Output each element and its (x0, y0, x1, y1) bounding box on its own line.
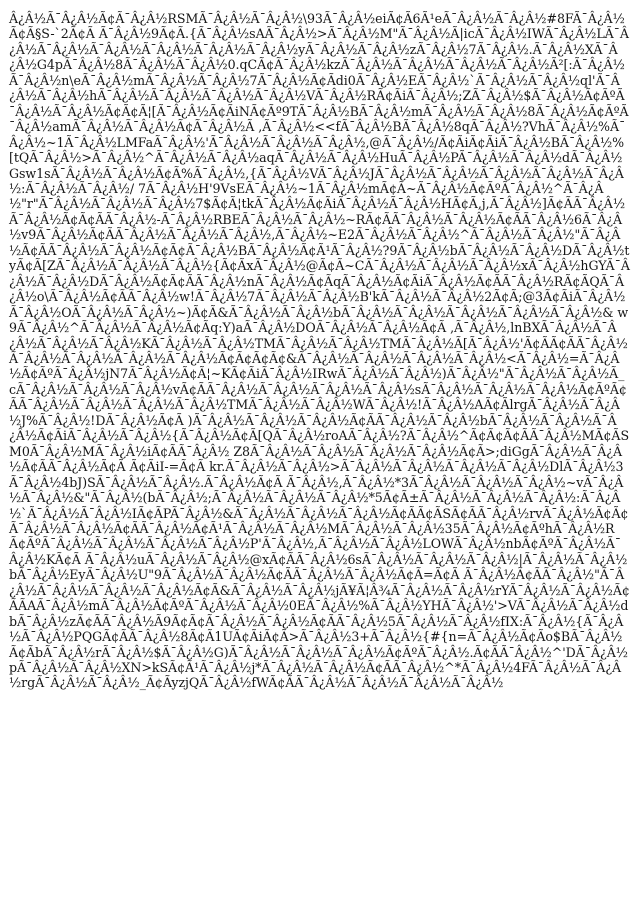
garbled-body-text: Â¿Â½Ã¯Â¿Â½Ã¢Ã¯Â¿Â½RSMÃ¯Â¿Â½Ã¯Â¿Â½\93Ã¯Â¿Â½eiÃ¢Ã6Ã¹eÃ¯Â¿Â½Ã¯Â¿Â½#8FÃ¯Â¿Â½Ã¢Ã§S-`2Ã¢Ã Ã¯Â¿Â½9Ã¢Ã.{Ã¯Â¿Â½sAÃ¯Â¿Â½>Ã¯Â¿Â½M"Ã¯Â¿Â½Ã|icÃ¯Â¿Â½IWÃ¯Â¿Â½LÃ¯Â¿Â½Ã¯Â¿Â½Ã¯Â¿Â½Ã¯Â¿Â½Ã¯Â¿Â½Ã¯Â¿Â½yÃ¯Â¿Â½Ã¯Â¿Â½zÃ¯Â¿Â½7Ã¯Â¿Â½.Ã¯Â¿Â½XÃ¯Â¿Â½G4pÃ¯Â¿Â½8Ã¯Â¿Â½Ã¯Â¿Â½0.qCÃ¢Ã¯Â¿Â½kzÃ¯Â¿Â½Ã¯Â¿Â½Ã¯Â¿Â½Ã¯Â¿Â½Ã²[:Ã¯Â¿Â½Ã¯Â¿Â½n\eÃ¯Â¿Â½mÃ¯Â¿Â½Ã¯Â¿Â½7Ã¯Â¿Â½Ã¢Ãdi0Ã¯Â¿Â½EÃ¯Â¿Â½`Ã¯Â¿Â½Ã¯Â¿Â½ql'Ã¯Â¿Â½Ã¯Â¿Â½hÃ¯Â¿Â½Ã¯Â¿Â½Ã¯Â¿Â½Ã¯Â¿Â½VÃ¯Â¿Â½RÃ¢ÃiÃ¯Â¿Â½;ZÃ¯Â¿Â½$Ã¯Â¿Â½Ã¢ÃºÃ¯Â¿Â½Ã¯Â¿Â½Ã¢Ã¢Ã¦[Ã¯Â¿Â½Ã¢ÃiNÃ¢Ãº9TÃ¯Â¿Â½BÃ¯Â¿Â½mÃ¯Â¿Â½Ã¯Â¿Â½8Ã¯Â¿Â½Ã¢ÃºÃ¯Â¿Â½amÃ¯Â¿Â½Ã¯Â¿Â½Ã¢Ã¯Â¿Â½Ã ,Ã¯Â¿Â½<<fÃ¯Â¿Â½BÃ¯Â¿Â½8qÃ¯Â¿Â½?VhÃ¯Â¿Â½%Ã¯Â¿Â½~1Ã¯Â¿Â½LMFaÃ¯Â¿Â½'Ã¯Â¿Â½Ã¯Â¿Â½Ã¯Â¿Â½,@Ã¯Â¿Â½/Ã¢ÃiÃ¢ÃiÃ¯Â¿Â½BÃ¯Â¿Â½%[tQÃ¯Â¿Â½>Ã¯Â¿Â½^Ã¯Â¿Â½Ã¯Â¿Â½aqÃ¯Â¿Â½Ã¯Â¿Â½HuÃ¯Â¿Â½PÃ¯Â¿Â½Ã¯Â¿Â½dÃ¯Â¿Â½Gsw1sÃ¯Â¿Â½Ã¯Â¿Â½Ã¢Ã%Ã¯Â¿Â½,{Ã¯Â¿Â½VÃ¯Â¿Â½JÃ¯Â¿Â½Ã¯Â¿Â½Ã¯Â¿Â½Ã¯Â¿Â½Ã¯Â¿Â½:Ã¯Â¿Â½Ã¯Â¿Â½/ 7Ã¯Â¿Â½H'9VsEÃ¯Â¿Â½~1Ã¯Â¿Â½mÃ¢Ã~Ã¯Â¿Â½Ã¢ÃºÃ¯Â¿Â½^Ã¯Â¿Â½"r"Ã¯Â¿Â½Ã¯Â¿Â½Ã¯Â¿Â½7$Ã¢Ã¦tkÃ¯Â¿Â½Ã¢ÃiÃ¯Â¿Â½Ã¯Â¿Â½HÃ¢Ã,j,Ã¯Â¿Â½]Ã¢ÃÃ¯Â¿Â½Ã¯Â¿Â½Ã¢Ã¢ÃÃ¯Â¿Â½-Ã¯Â¿Â½RBEÃ¯Â¿Â½Ã¯Â¿Â½~RÃ¢ÃÃ¯Â¿Â½Ã¯Â¿Â½Ã¢ÃÃ¯Â¿Â½6Ã¯Â¿Â½v9Ã¯Â¿Â½Ã¢ÃÃ¯Â¿Â½Ã¯Â¿Â½Ã¯Â¿Â½,Ã¯Â¿Â½~E2Ã¯Â¿Â½Ã¯Â¿Â½^Ã¯Â¿Â½Ã¯Â¿Â½"Ã¯Â¿Â½Ã¢ÃÃ¯Â¿Â½Ã¯Â¿Â½Ã¢Ã¢Ã¯Â¿Â½BÃ¯Â¿Â½Ã¢Ã¹Ã¯Â¿Â½?9Ã¯Â¿Â½bÃ¯Â¿Â½Ã¯Â¿Â½DÃ¯Â¿Â½tyÃ¢Ã[ZÃ¯Â¿Â½Ã¯Â¿Â½Ã¯Â¿Â½{Ã¢ÃxÃ¯Â¿Â½@Ã¢Ã~CÃ¯Â¿Â½Ã¯Â¿Â½Ã¯Â¿Â½xÃ¯Â¿Â½hGYÃ¯Â¿Â½Ã¯Â¿Â½DÃ¯Â¿Â½Ã¢Ã¢ÃÃ¯Â¿Â½nÃ¯Â¿Â½Ã¢ÃqÃ¯Â¿Â½Ã¢ÃiÃ¯Â¿Â½Ã¢ÃÃ¯Â¿Â½RÃ¢ÃQÃ¯Â¿Â½o\Ã¯Â¿Â½Ã¢ÃÃ¯Â¿Â½w!Ã¯Â¿Â½7Ã¯Â¿Â½Ã¯Â¿Â½B'kÃ¯Â¿Â½Ã¯Â¿Â½2Ã¢Ã;@3Ã¢ÃiÃ¯Â¿Â½Ã¯Â¿Â½OÃ¯Â¿Â½Ã¯Â¿Â½~)Ã¢Ã&Ã¯Â¿Â½Ã¯Â¿Â½bÃ¯Â¿Â½Ã¯Â¿Â½Ã¯Â¿Â½Ã¯Â¿Â½Ã¯Â¿Â½& w9Ã¯Â¿Â½^Ã¯Â¿Â½Ã¯Â¿Â½Ã¢Ãq:Y)aÃ¯Â¿Â½DOÃ¯Â¿Â½Ã¯Â¿Â½Ã¢Ã ,Ã¯Â¿Â½,lnBXÃ¯Â¿Â½Ã¯Â¿Â½Ã¯Â¿Â½Ã¯Â¿Â½KÃ¯Â¿Â½Ã¯Â¿Â½TMÃ¯Â¿Â½Ã¯Â¿Â½TMÃ¯Â¿Â½Ã[Ã¯Â¿Â½'Ã¢ÃÃ¢ÃÃ¯Â¿Â½Ã¯Â¿Â½Ã¯Â¿Â½Ã¯Â¿Â½Ã¯Â¿Â½Ã¢Ã¢Ã¢Ã¢&Ã¯Â¿Â½Ã¯Â¿Â½Ã¯Â¿Â½Ã¯Â¿Â½<Ã¯Â¿Â½=Ã¯Â¿Â½Ã¢ÃºÃ¯Â¿Â½jN7Ã¯Â¿Â½Ã¢Ã¦~KÃ¢ÃiÃ¯Â¿Â½IRwÃ¯Â¿Â½Ã¯Â¿Â½)Ã¯Â¿Â½"Ã¯Â¿Â½Ã¯Â¿Â½Ã_cÃ¯Â¿Â½Ã¯Â¿Â½Ã¯Â¿Â½vÃ¢ÃÃ¯Â¿Â½Ã¯Â¿Â½Ã¯Â¿Â½Ã¯Â¿Â½sÃ¯Â¿Â½Ã¯Â¿Â½Ã¯Â¿Â½Ã¢ÃºÃ¢ÃÃ¯Â¿Â½Ã¯Â¿Â½Ã¯Â¿Â½Ã¯Â¿Â½TMÃ¯Â¿Â½Ã¯Â¿Â½WÃ¯Â¿Â½!Ã¯Â¿Â½AÃ¢ÃlrgÃ¯Â¿Â½Ã¯Â¿Â½J%Ã¯Â¿Â½!DÃ¯Â¿Â½Ã¢Ã )Ã¯Â¿Â½Ã¯Â¿Â½Ã¯Â¿Â½Ã¢ÃÃ¯Â¿Â½Ã¯Â¿Â½bÃ¯Â¿Â½Ã¯Â¿Â½Ã¯Â¿Â½Ã¢ÃiÃ¯Â¿Â½Ã¯Â¿Â½{Ã¯Â¿Â½Ã¢Ã[QÃ¯Â¿Â½roAÃ¯Â¿Â½?Ã¯Â¿Â½^Ã¢Ã¢Ã¢ÃÃ¯Â¿Â½MÃ¢ÃSM0Ã¯Â¿Â½MÃ¯Â¿Â½iÃ¢ÃÃ¯Â¿Â½ Z8Ã¯Â¿Â½Ã¯Â¿Â½Ã¯Â¿Â½Ã¯Â¿Â½Ã¢Ã>;diGgÃ¯Â¿Â½Ã¯Â¿Â½Ã¢ÃÃ¯Â¿Â½Ã¢Ã Ã¢ÃiI-=Ã¢Ã kr.Ã¯Â¿Â½Ã¯Â¿Â½>Ã¯Â¿Â½Ã¯Â¿Â½Ã¯Â¿Â½Ã¯Â¿Â½DlÃ¯Â¿Â½3Ã¯Â¿Â½4bJ)SÃ¯Â¿Â½Ã¯Â¿Â½.Ã¯Â¿Â½Ã¢Ã Ã¯Â¿Â½,Ã¯Â¿Â½*3Ã¯Â¿Â½Ã¯Â¿Â½Ã¯Â¿Â½~vÃ¯Â¿Â½Ã¯Â¿Â½&"Ã¯Â¿Â½(bÃ¯Â¿Â½;Ã¯Â¿Â½Ã¯Â¿Â½Ã¯Â¿Â½*5Ã¢Ã±Ã¯Â¿Â½Ã¯Â¿Â½Ã¯Â¿Â½:Ã¯Â¿Â½`Ã¯Â¿Â½Ã¯Â¿Â½IÃ¢ÃPÃ¯Â¿Â½&Ã¯Â¿Â½Ã¯Â¿Â½Ã¯Â¿Â½Ã¢ÃÃ¢ÃSÃ¢ÃÃ¯Â¿Â½rvÃ¯Â¿Â½Ã¢Ã¢Ã¯Â¿Â½Ã¯Â¿Â½Ã¢ÃÃ¯Â¿Â½Ã¢Ã¹Ã¯Â¿Â½Ã¯Â¿Â½MÃ¯Â¿Â½Ã¯Â¿Â½35Ã¯Â¿Â½Ã¢ÃºhÃ¯Â¿Â½RÃ¢ÃºÃ¯Â¿Â½Ã¯Â¿Â½Ã¯Â¿Â½Ã¯Â¿Â½P'Ã¯Â¿Â½,Ã¯Â¿Â½Ã¯Â¿Â½LOWÃ¯Â¿Â½nbÃ¢ÃºÃ¯Â¿Â½Ã¯Â¿Â½KÃ¢Ã Ã¯Â¿Â½uÃ¯Â¿Â½Ã¯Â¿Â½@xÃ¢ÃÃ¯Â¿Â½6sÃ¯Â¿Â½Ã¯Â¿Â½Ã¯Â¿Â½|Ã¯Â¿Â½Ã¯Â¿Â½bÃ¯Â¿Â½EyÃ¯Â¿Â½U"9Ã¯Â¿Â½Ã¯Â¿Â½Ã¢ÃÃ¯Â¿Â½Ã¯Â¿Â½Ã¢Ã=Ã¢Ã Ã¯Â¿Â½Ã¢ÃÃ¯Â¿Â½"Ã¯Â¿Â½Ã¯Â¿Â½Ã¯Â¿Â½Ã¯Â¿Â½Ã¢Ã&Ã¯Â¿Â½Ã¯Â¿Â½jÃ¥Ã¦Â¾Ã¯Â¿Â½Ã¯Â¿Â½rYÃ¯Â¿Â½Ã¯Â¿Â½Ã¢ÃÃAÃ¯Â¿Â½mÃ¯Â¿Â½Ã¢ÃºÃ¯Â¿Â½Ã¯Â¿Â½0EÃ¯Â¿Â½%Ã¯Â¿Â½YHÃ¯Â¿Â½'>VÃ¯Â¿Â½Ã¯Â¿Â½dbÃ¯Â¿Â½zÃ¢ÃÃ¯Â¿Â½Ã9Ã¢Ã¢Ã¯Â¿Â½Ã¯Â¿Â½Ã¢ÃÃ¯Â¿Â½5Ã¯Â¿Â½Ã¯Â¿Â½fIX:Ã¯Â¿Â½{Ã¯Â¿Â½Ã¯Â¿Â½PQGÃ¢ÃÃ¯Â¿Â½8Ã¢Ã1UÃ¢ÃiÃ¢Ã>Ã¯Â¿Â½3+Ã¯Â¿Â½{#{n=Ã¯Â¿Â½Ã¢Ão$BÃ¯Â¿Â½Ã¢ÃbÃ¯Â¿Â½rÃ¯Â¿Â½$Ã¯Â¿Â½G)Ã¯Â¿Â½Ã¯Â¿Â½Ã¯Â¿Â½Ã¢ÃºÃ¯Â¿Â½.Ã¢ÃÃ¯Â¿Â½^'DÃ¯Â¿Â½pÃ¯Â¿Â½Ã¯Â¿Â½XN>kSÃ¢Ã¹Ã¯Â¿Â½j*Ã¯Â¿Â½Ã¯Â¿Â½Ã¢ÃÃ¯Â¿Â½^*Ã¯Â¿Â½4FÃ¯Â¿Â½Ã¯Â¿Â½rgÃ¯Â¿Â½Ã¯Â¿Â½_Ã¢ÃyzjQÃ¯Â¿Â½fWÃ¢ÃÃ¯Â¿Â½Ã¯Â¿Â½Ã¯Â¿Â½Ã¯Â¿Â½ (9, 11, 630, 691)
